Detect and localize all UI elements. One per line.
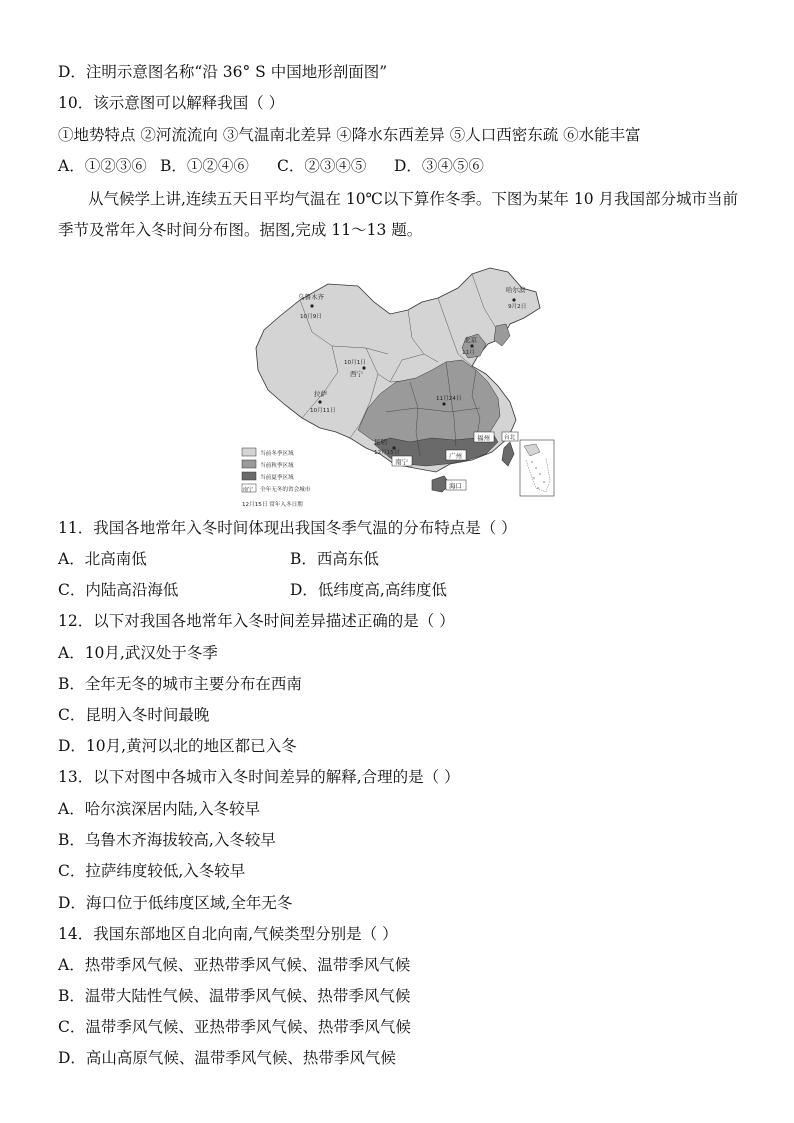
q11-option-b[interactable]: B．西高东低 — [290, 550, 379, 568]
svg-text:台北: 台北 — [504, 435, 516, 441]
legend-swatch-winter — [242, 448, 256, 456]
q14-option-d[interactable]: D．高山高原气候、温带季风气候、热带季风气候 — [58, 1049, 396, 1067]
q14-stem: 14．我国东部地区自北向南,气候类型分别是（ ） — [58, 925, 398, 943]
q12-option-d[interactable]: D．10月,黄河以北的地区都已入冬 — [58, 737, 297, 755]
q13-option-d[interactable]: D．海口位于低纬度区域,全年无冬 — [58, 894, 293, 912]
map-legend — [242, 448, 311, 508]
intro-line-1: 从气候学上讲,连续五天日平均气温在 10℃以下算作冬季。下图为某年 10 月我国部分城市当前 — [88, 190, 738, 208]
q13-option-c[interactable]: C．拉萨纬度较低,入冬较早 — [58, 862, 246, 880]
svg-text:全年无冬的省会城市: 全年无冬的省会城市 — [260, 487, 311, 493]
q10-options — [58, 156, 484, 176]
city-fuzhou — [474, 432, 494, 442]
q10-choices: ①地势特点 ②河流流向 ③气温南北差异 ④降水东西差异 ⑤人口西密东疏 ⑥水能丰富 — [58, 126, 641, 144]
svg-text:南宁: 南宁 — [395, 458, 408, 466]
q13-option-a[interactable]: A．哈尔滨深居内陆,入冬较早 — [58, 800, 261, 818]
q10-option-c[interactable]: C．②③④⑤ — [277, 157, 367, 175]
q12-option-a[interactable]: A．10月,武汉处于冬季 — [58, 644, 218, 662]
q12-option-c[interactable]: C．昆明入冬时间最晚 — [58, 706, 210, 724]
city-taibei — [502, 432, 518, 441]
svg-text:当前冬季区域: 当前冬季区域 — [260, 451, 294, 457]
q13-stem: 13．以下对图中各城市入冬时间差异的解释,合理的是（ ） — [58, 768, 460, 786]
q11-option-a[interactable]: A．北高南低 — [58, 550, 147, 568]
svg-text:西宁: 西宁 — [350, 370, 363, 378]
svg-text:南宁: 南宁 — [243, 487, 254, 493]
city-nanning — [392, 456, 412, 466]
svg-text:当前夏季区域: 当前夏季区域 — [260, 475, 294, 481]
city-haikou — [446, 480, 466, 490]
svg-text:10月1日: 10月1日 — [344, 360, 366, 366]
q14-option-a[interactable]: A．热带季风气候、亚热带季风气候、温带季风气候 — [58, 956, 411, 974]
svg-text:10月11日: 10月11日 — [310, 408, 336, 414]
q11-option-d[interactable]: D．低纬度高,高纬度低 — [290, 581, 447, 599]
svg-text:12月15日: 12月15日 — [374, 450, 400, 456]
svg-text:9月2日: 9月2日 — [508, 304, 527, 310]
q10-stem: 10．该示意图可以解释我国（ ） — [58, 94, 285, 112]
q10-option-a[interactable]: A．①②③⑥ — [58, 157, 147, 175]
svg-text:广州: 广州 — [449, 452, 462, 460]
svg-text:11月: 11月 — [462, 350, 475, 356]
svg-text:海口: 海口 — [449, 482, 462, 490]
svg-text:11月24日: 11月24日 — [436, 396, 462, 402]
svg-text:北京: 北京 — [464, 336, 477, 344]
svg-text:昆明: 昆明 — [374, 438, 387, 446]
q14-option-c[interactable]: C．温带季风气候、亚热带季风气候、热带季风气候 — [58, 1018, 411, 1036]
q12-option-b[interactable]: B．全年无冬的城市主要分布在西南 — [58, 675, 302, 693]
q10-option-d[interactable]: D．③④⑤⑥ — [394, 157, 484, 175]
south-china-sea-inset — [520, 440, 554, 496]
svg-text:10月9日: 10月9日 — [300, 314, 322, 320]
svg-text:12月15日 常年入冬日期: 12月15日 常年入冬日期 — [242, 502, 303, 508]
svg-text:当前秋季区域: 当前秋季区域 — [260, 463, 294, 469]
china-winter-map — [240, 262, 570, 510]
q10-option-b[interactable]: B．①②④⑥ — [160, 157, 249, 175]
legend-swatch-summer — [242, 472, 256, 480]
q13-option-b[interactable]: B．乌鲁木齐海拔较高,入冬较早 — [58, 831, 276, 849]
svg-text:乌鲁木齐: 乌鲁木齐 — [298, 293, 324, 301]
svg-text:福州: 福州 — [477, 434, 490, 442]
taiwan-island — [502, 442, 514, 466]
map-svg — [240, 262, 570, 510]
legend-swatch-autumn — [242, 460, 256, 468]
svg-text:拉萨: 拉萨 — [314, 390, 327, 398]
q11-stem: 11．我国各地常年入冬时间体现出我国冬季气温的分布特点是（ ） — [58, 519, 517, 537]
q11-option-c[interactable]: C．内陆高沿海低 — [58, 581, 179, 599]
svg-text:哈尔滨: 哈尔滨 — [506, 286, 526, 294]
intro-line-2: 季节及常年入冬时间分布图。据图,完成 11～13 题。 — [58, 221, 423, 239]
city-guangzhou — [446, 450, 466, 460]
q14-option-b[interactable]: B．温带大陆性气候、温带季风气候、热带季风气候 — [58, 987, 411, 1005]
prev-option-d: D．注明示意图名称“沿 36° S 中国地形剖面图” — [58, 63, 388, 81]
q12-stem: 12．以下对我国各地常年入冬时间差异描述正确的是（ ） — [58, 612, 455, 630]
